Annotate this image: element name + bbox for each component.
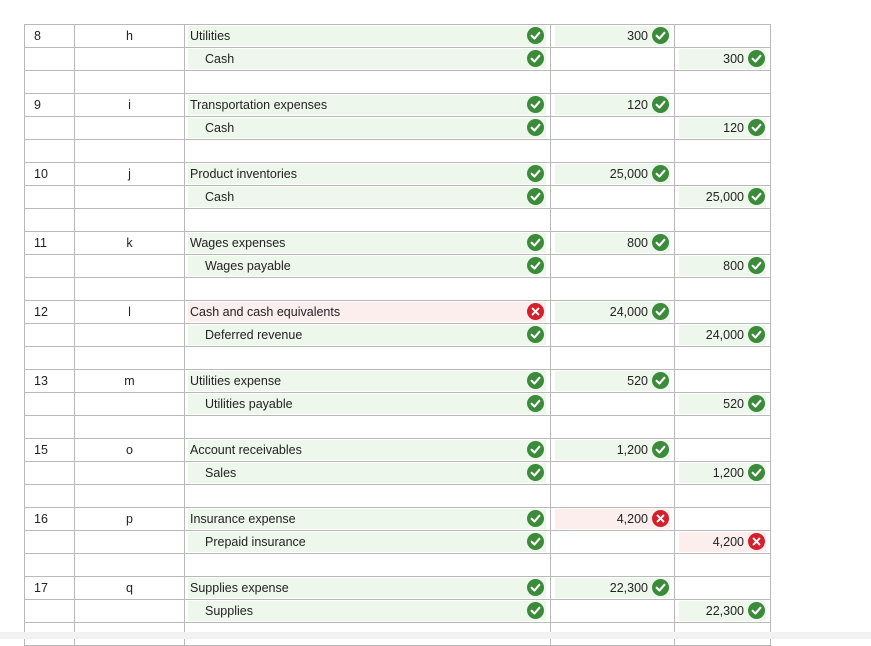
empty-cell [551,531,675,554]
empty-cell [675,278,771,301]
empty-cell [25,347,75,370]
empty-cell [75,531,185,554]
debit-account-cell[interactable] [185,370,551,393]
journal-entry-body [25,25,771,646]
account-name: Cash [205,121,235,135]
account-name: Cash [205,52,235,66]
transaction-number: 13 [25,370,75,393]
check-circle-icon [527,188,544,205]
amount-value: 300 [723,52,744,66]
account-select[interactable] [188,49,546,69]
amount-value: 24,000 [705,328,744,342]
credit-row [25,324,771,347]
empty-cell [25,485,75,508]
empty-cell [185,485,551,508]
credit-amount-cell[interactable] [675,462,771,485]
empty-cell [675,485,771,508]
empty-cell [25,140,75,163]
debit-account-cell[interactable] [185,94,551,117]
amount-value: 120 [627,98,648,112]
empty-cell [75,554,185,577]
debit-amount-cell[interactable] [551,508,675,531]
credit-amount-cell[interactable] [675,186,771,209]
x-circle-icon [748,533,765,550]
transaction-letter: i [75,94,185,117]
empty-cell [675,94,771,117]
amount-value: 800 [627,236,648,250]
amount-value: 1,200 [712,466,744,480]
empty-cell [675,25,771,48]
check-circle-icon [652,372,669,389]
check-circle-icon [748,464,765,481]
debit-account-cell[interactable] [185,508,551,531]
account-name: Cash [205,190,235,204]
debit-amount-cell[interactable] [551,163,675,186]
amount-value: 25,000 [705,190,744,204]
check-circle-icon [527,27,544,44]
empty-cell [551,347,675,370]
account-name: Insurance expense [190,512,296,526]
check-circle-icon [527,533,544,550]
amount-value: 4,200 [616,512,648,526]
credit-account-cell[interactable] [185,324,551,347]
empty-cell [25,186,75,209]
spacer-row [25,71,771,94]
empty-cell [75,71,185,94]
empty-cell [75,462,185,485]
spacer-row [25,278,771,301]
empty-cell [675,163,771,186]
check-circle-icon [527,234,544,251]
account-name: Utilities expense [190,374,282,388]
empty-cell [675,416,771,439]
empty-cell [551,140,675,163]
account-name: Supplies expense [190,581,289,595]
empty-cell [675,347,771,370]
transaction-number: 10 [25,163,75,186]
empty-cell [25,462,75,485]
journal-entry-table [24,24,771,646]
credit-row [25,186,771,209]
empty-cell [75,278,185,301]
account-name: Wages payable [205,259,291,273]
debit-amount-cell[interactable] [551,577,675,600]
account-name: Supplies [205,604,253,618]
check-circle-icon [527,510,544,527]
empty-cell [75,600,185,623]
credit-account-cell[interactable] [185,600,551,623]
empty-cell [551,117,675,140]
transaction-letter: l [75,301,185,324]
empty-cell [75,48,185,71]
check-circle-icon [527,165,544,182]
empty-cell [675,370,771,393]
spacer-row [25,140,771,163]
credit-amount-cell[interactable] [675,117,771,140]
check-circle-icon [652,303,669,320]
credit-account-cell[interactable] [185,186,551,209]
credit-row [25,255,771,278]
amount-value: 22,300 [609,581,648,595]
check-circle-icon [527,96,544,113]
empty-cell [185,278,551,301]
amount-value: 520 [627,374,648,388]
empty-cell [75,485,185,508]
scroll-edge [0,632,871,639]
empty-cell [25,255,75,278]
empty-cell [185,209,551,232]
empty-cell [551,416,675,439]
empty-cell [75,324,185,347]
debit-amount-cell[interactable] [551,370,675,393]
empty-cell [25,554,75,577]
debit-account-cell[interactable] [185,232,551,255]
empty-cell [25,324,75,347]
credit-account-cell[interactable] [185,462,551,485]
check-circle-icon [652,165,669,182]
credit-amount-cell[interactable] [675,531,771,554]
debit-amount-cell[interactable] [551,439,675,462]
empty-cell [75,209,185,232]
account-name: Product inventories [190,167,298,181]
check-circle-icon [652,441,669,458]
transaction-letter: o [75,439,185,462]
empty-cell [25,117,75,140]
amount-value: 800 [723,259,744,273]
debit-row [25,439,771,462]
credit-row [25,117,771,140]
empty-cell [551,462,675,485]
empty-cell [675,209,771,232]
debit-amount-cell[interactable] [551,25,675,48]
check-circle-icon [748,395,765,412]
account-select[interactable] [188,463,546,483]
account-select[interactable] [188,26,546,46]
credit-row [25,531,771,554]
amount-value: 1,200 [616,443,648,457]
empty-cell [551,209,675,232]
credit-account-cell[interactable] [185,255,551,278]
check-circle-icon [748,119,765,136]
account-name: Deferred revenue [205,328,303,342]
credit-row [25,393,771,416]
spacer-row [25,485,771,508]
empty-cell [675,232,771,255]
amount-value: 22,300 [705,604,744,618]
empty-cell [551,48,675,71]
debit-account-cell[interactable] [185,25,551,48]
debit-row [25,508,771,531]
empty-cell [551,71,675,94]
empty-cell [75,393,185,416]
x-circle-icon [652,510,669,527]
empty-cell [185,347,551,370]
account-name: Account receivables [190,443,302,457]
empty-cell [551,324,675,347]
empty-cell [675,301,771,324]
empty-cell [551,278,675,301]
transaction-letter: h [75,25,185,48]
x-circle-icon [527,303,544,320]
check-circle-icon [527,464,544,481]
account-name: Utilities payable [205,397,293,411]
empty-cell [675,439,771,462]
transaction-number: 16 [25,508,75,531]
amount-value: 25,000 [609,167,648,181]
check-circle-icon [748,188,765,205]
empty-cell [551,255,675,278]
spacer-row [25,554,771,577]
spacer-row [25,347,771,370]
check-circle-icon [652,234,669,251]
account-name: Transportation expenses [190,98,328,112]
transaction-letter: q [75,577,185,600]
transaction-number: 11 [25,232,75,255]
credit-row [25,48,771,71]
debit-row [25,94,771,117]
check-circle-icon [527,372,544,389]
empty-cell [551,554,675,577]
debit-row [25,301,771,324]
check-circle-icon [527,579,544,596]
empty-cell [185,140,551,163]
debit-row [25,232,771,255]
check-circle-icon [527,395,544,412]
empty-cell [75,255,185,278]
empty-cell [675,140,771,163]
empty-cell [25,393,75,416]
debit-row [25,577,771,600]
amount-value: 24,000 [609,305,648,319]
empty-cell [75,186,185,209]
empty-cell [185,554,551,577]
check-circle-icon [527,119,544,136]
credit-amount-cell[interactable] [675,48,771,71]
credit-amount-cell[interactable] [675,255,771,278]
check-circle-icon [527,441,544,458]
credit-amount-cell[interactable] [675,393,771,416]
empty-cell [185,71,551,94]
debit-account-cell[interactable] [185,163,551,186]
empty-cell [675,71,771,94]
empty-cell [675,508,771,531]
spacer-row [25,416,771,439]
empty-cell [75,347,185,370]
check-circle-icon [748,257,765,274]
check-circle-icon [527,50,544,67]
empty-cell [551,393,675,416]
check-circle-icon [527,326,544,343]
debit-amount-cell[interactable] [551,232,675,255]
empty-cell [75,117,185,140]
check-circle-icon [748,602,765,619]
account-name: Sales [205,466,237,480]
empty-cell [25,71,75,94]
account-name: Utilities [190,29,231,43]
empty-cell [185,416,551,439]
debit-account-cell[interactable] [185,439,551,462]
account-name: Prepaid insurance [205,535,306,549]
empty-cell [551,600,675,623]
account-name: Cash and cash equivalents [190,305,341,319]
spacer-row [25,209,771,232]
credit-account-cell[interactable] [185,48,551,71]
transaction-letter: p [75,508,185,531]
empty-cell [25,600,75,623]
transaction-letter: m [75,370,185,393]
amount-value: 120 [723,121,744,135]
empty-cell [675,554,771,577]
check-circle-icon [748,50,765,67]
empty-cell [25,278,75,301]
amount-value: 4,200 [712,535,744,549]
transaction-number: 9 [25,94,75,117]
debit-amount-cell[interactable] [551,301,675,324]
transaction-letter: j [75,163,185,186]
transaction-number: 12 [25,301,75,324]
check-circle-icon [748,326,765,343]
credit-row [25,462,771,485]
credit-amount-cell[interactable] [675,324,771,347]
credit-row [25,600,771,623]
empty-cell [551,485,675,508]
transaction-number: 8 [25,25,75,48]
debit-row [25,25,771,48]
debit-row [25,370,771,393]
transaction-number: 17 [25,577,75,600]
credit-amount-cell[interactable] [675,600,771,623]
empty-cell [75,416,185,439]
empty-cell [25,209,75,232]
credit-account-cell[interactable] [185,531,551,554]
check-circle-icon [652,27,669,44]
check-circle-icon [652,96,669,113]
check-circle-icon [527,257,544,274]
account-select[interactable] [188,187,546,207]
account-name: Wages expenses [190,236,286,250]
amount-value: 300 [627,29,648,43]
debit-account-cell[interactable] [185,301,551,324]
empty-cell [551,186,675,209]
check-circle-icon [652,579,669,596]
empty-cell [25,531,75,554]
credit-account-cell[interactable] [185,117,551,140]
empty-cell [75,140,185,163]
empty-cell [25,416,75,439]
debit-account-cell[interactable] [185,577,551,600]
amount-value: 520 [723,397,744,411]
transaction-letter: k [75,232,185,255]
check-circle-icon [527,602,544,619]
credit-account-cell[interactable] [185,393,551,416]
account-select[interactable] [188,118,546,138]
debit-amount-cell[interactable] [551,94,675,117]
debit-row [25,163,771,186]
empty-cell [675,577,771,600]
transaction-number: 15 [25,439,75,462]
empty-cell [25,48,75,71]
